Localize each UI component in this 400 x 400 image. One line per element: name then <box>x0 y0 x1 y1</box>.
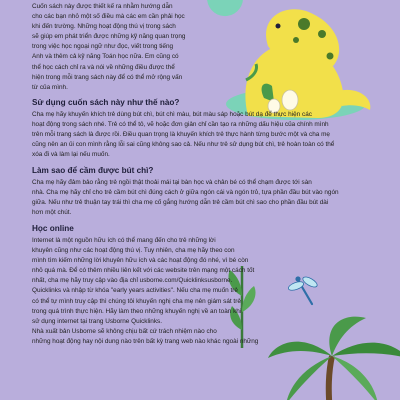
text-line: Internet là một nguồn hữu ích có thể mang đến cho trẻ những lời <box>32 237 216 244</box>
text-line: mình tìm kiếm những lời khuyên hữu ích và các hoạt động đó nhé, vì bé còn <box>32 257 249 265</box>
text-line: cho các bạn nhỏ một số điều mà các em cần phải học <box>32 13 185 21</box>
text-line: khi đến trường. Những hoạt động thú vị trong sách <box>32 23 176 31</box>
text-line: Cuốn sách này được thiết kế ra nhằm hướng dẫn <box>32 3 173 10</box>
text-line: xóa đi và làm lại nếu muốn. <box>32 151 110 159</box>
section-heading: Làm sao để cầm được bút chì? <box>32 166 154 175</box>
text-line: hơn một chút. <box>32 209 72 217</box>
text-line: nhà. Cha mẹ hãy chỉ cho trẻ cầm bút chì đúng cách ở giữa ngón cái và ngón trỏ, tựa phần đầu bút vào ngón <box>32 189 339 197</box>
text-line: cũng nên an ủi con mình rằng lỗi sai cũng không sao cả. Nếu như trẻ sử dụng bút chì, trẻ hoàn toàn có thể <box>32 141 335 149</box>
text-line: Anh và thêm cả kỹ năng Toán học nữa. Em cũng có <box>32 53 179 61</box>
text-line: sẽ giúp em phát triển được những kỹ năng quan trọng <box>32 33 186 41</box>
text-line: khuyên cũng như các hoạt động thú vị. Tuy nhiên, cha mẹ hãy theo con <box>32 247 235 255</box>
text-line: hiện trong mỗi trang sách này để có thể mở rộng vấn <box>32 73 183 81</box>
section-heading: Học online <box>32 224 74 233</box>
dinosaur-illustration <box>218 6 378 126</box>
text-line: những hoạt động hay nội dung nào trên bất kỳ trang web nào khác ngoài những <box>32 337 259 345</box>
text-line: Nhà xuất bản Usborne sẽ không chịu bất cứ trách nhiệm nào cho <box>32 327 217 335</box>
text-line: nhất, cha mẹ hãy truy cập vào địa chỉ usborne.com/Quicklinksusborne. <box>32 277 233 285</box>
text-line: trên mỗi trang sách là được rồi. Điều quan trọng là khuyến khích trẻ thực hành từng bước một và cha mẹ <box>32 131 330 139</box>
text-line: trong quá trình thực hiện. Hãy làm theo những khuyến nghị về an toàn khi <box>32 307 242 315</box>
intro-paragraph <box>32 2 232 93</box>
text-line: Quicklinks và nhập từ khóa "early years activities". Nếu cha mẹ muốn trẻ <box>32 287 238 295</box>
section-heading: Sử dụng cuốn sách này như thế nào? <box>32 98 180 107</box>
section-body <box>32 110 382 160</box>
section-body <box>32 236 294 347</box>
text-line: có thể tự mình truy cập thì chúng tôi khuyến nghị cha mẹ nên giám sát trẻ <box>32 297 241 305</box>
text-line: hoạt động trong sách nhé. Trẻ có thể tô, vẽ hoặc đơn giản chỉ cần tạo ra những dấu hiệu của chính mình <box>32 121 329 129</box>
text-line: trong việc học ngoại ngữ như đọc, viết trong tiếng <box>32 43 174 51</box>
text-line: Cha mẹ hãy khuyến khích trẻ dùng bút chì, bút chì màu, bút màu sáp hoặc bút dạ để thực hiện các <box>32 111 312 118</box>
text-line: thể học cách chỉ ra và nói về những điều được thể <box>32 63 175 71</box>
text-line: giữa. Nếu như trẻ thuận tay trái thì cha mẹ cố gắng hướng dẫn trẻ cầm bút chì sao cho phần đầu bút dài <box>32 199 329 207</box>
section-body <box>32 178 382 218</box>
text-line: sử dụng internet tại trang Usborne Quicklinks. <box>32 317 163 325</box>
text-line: Cha mẹ hãy đảm bảo rằng trẻ ngồi thật thoải mái tại bàn học và chân bé có thể chạm được tới sàn <box>32 179 312 186</box>
text-line: nhỏ quá mà. Để có thêm nhiều liên kết với các website trên mạng một cách tốt <box>32 267 255 275</box>
text-line: từ của mình. <box>32 83 68 91</box>
